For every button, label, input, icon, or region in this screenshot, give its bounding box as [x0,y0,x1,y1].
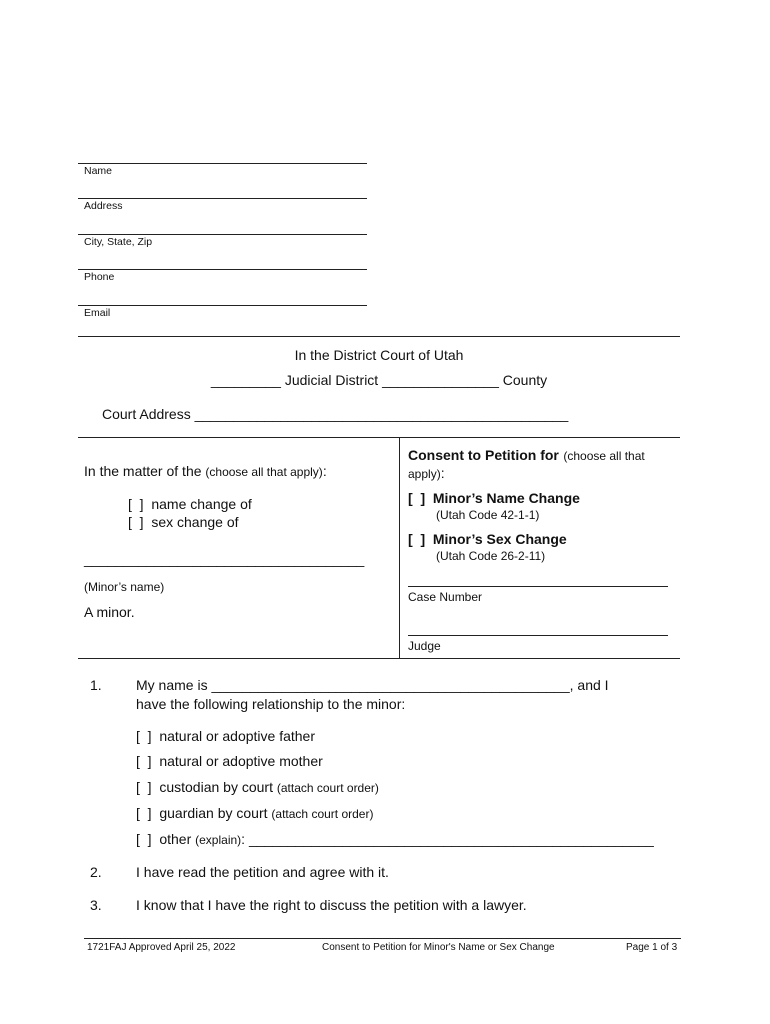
address-label: Address [84,200,123,212]
email-label: Email [84,307,111,319]
name-change-code: (Utah Code 42-1-1) [436,508,540,522]
minor-name-change-option: [ ] Minor’s Name Change [408,490,580,506]
item-2-text: I have read the petition and agree with it. [136,864,389,880]
city-label: City, State, Zip [84,236,153,248]
minor-name-label: (Minor’s name) [84,580,165,594]
footer-line [84,938,681,939]
footer-form-title: Consent to Petition for Minor's Name or Sex Change [322,942,555,953]
option-sex-change: [ ] sex change of [128,514,239,530]
item-1-line2: have the following relationship to the minor: [136,696,406,712]
item-3-number: 3. [90,897,102,913]
court-title: In the District Court of Utah [294,347,464,363]
matter-text: In the matter of the (choose all that apply): [84,463,327,479]
judge-label: Judge [408,639,441,653]
a-minor: A minor. [84,604,135,620]
caption-top-line [78,437,680,438]
caption-bottom-line [78,658,680,659]
court-address: Court Address ________________________________________________ [102,406,569,422]
consent-title: Consent to Petition for (choose all that apply): [408,447,645,481]
relationship-guardian: [ ] guardian by court (attach court order) [136,805,374,821]
relationship-other: [ ] other (explain): ____________________________________________________ [136,831,654,847]
footer-form-number: 1721FAJ Approved April 25, 2022 [87,942,236,953]
district-line: _________ Judicial District _______________ County [210,372,548,388]
address-line [78,198,367,199]
footer-page-number: Page 1 of 3 [626,942,678,953]
option-name-change: [ ] name change of [128,496,252,512]
judge-line [408,635,668,636]
minor-sex-change-option: [ ] Minor’s Sex Change [408,531,567,547]
item-1-line1: My name is ______________________________________________, and I [136,677,609,693]
relationship-custodian: [ ] custodian by court (attach court order) [136,779,379,795]
relationship-mother: [ ] natural or adoptive mother [136,753,323,769]
minor-name-line: ____________________________________ [84,551,365,567]
header-divider [78,336,680,337]
city-line [78,234,367,235]
sex-change-code: (Utah Code 26-2-11) [436,549,546,563]
name-label: Name [84,165,113,177]
item-3-text: I know that I have the right to discuss the petition with a lawyer. [136,897,527,913]
case-number-label: Case Number [408,590,483,604]
phone-line [78,269,367,270]
caption-divider [399,437,400,658]
phone-label: Phone [84,271,115,283]
relationship-father: [ ] natural or adoptive father [136,728,315,744]
email-line [78,305,367,306]
name-line [78,163,367,164]
item-1-number: 1. [90,677,102,693]
item-2-number: 2. [90,864,102,880]
case-number-line [408,586,668,587]
